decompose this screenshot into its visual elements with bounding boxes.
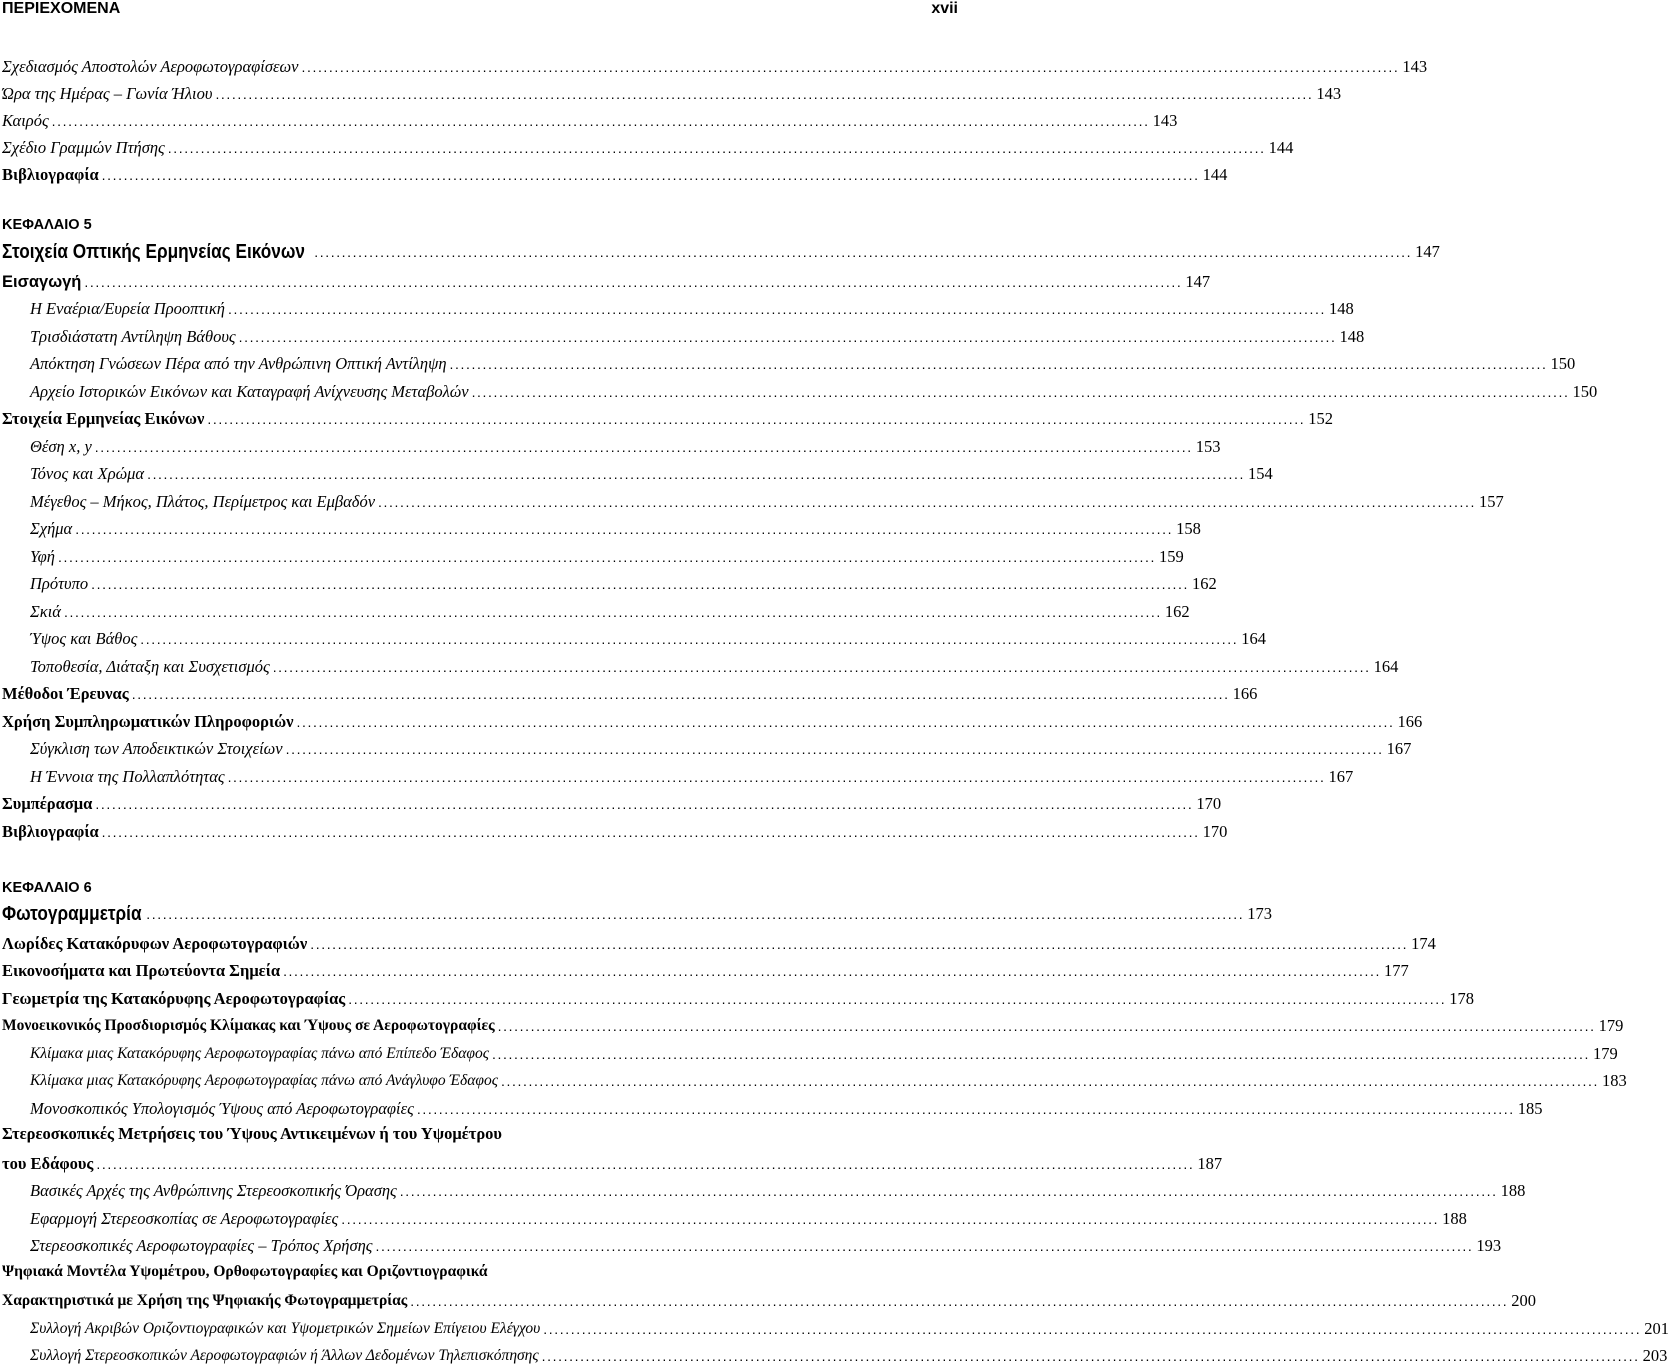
toc-entry-title: Λωρίδες Κατακόρυφων Αεροφωτογραφιών	[2, 934, 308, 953]
leader-dots: ........................................................................................................................................................................................................	[501, 1073, 1599, 1089]
toc-entry[interactable]	[30, 1096, 1543, 1120]
page-number-roman: xvii	[931, 0, 958, 17]
toc-entry-title: Κλίμακα μιας Κατακόρυφης Αεροφωτογραφίας πάνω από Ανάγλυφο Έδαφος	[30, 1072, 498, 1089]
toc-entry[interactable]	[2, 986, 1474, 1010]
toc-entry-title: Ύψος και Βάθος	[30, 629, 138, 648]
toc-entry[interactable]	[2, 269, 1211, 293]
toc-entry[interactable]	[2, 1151, 1223, 1175]
toc-page-number: 143	[1402, 57, 1428, 76]
toc-entry-title: Τοποθεσία, Διάταξη και Συσχετισμός	[30, 657, 270, 676]
toc-entry-title-line1: Στερεοσκοπικές Μετρήσεις του Ύψους Αντικειμένων ή του Υψομέτρου	[2, 1124, 502, 1143]
toc-page-number: 148	[1328, 299, 1354, 318]
leader-dots: ........................................................................................................................................................................................................	[215, 86, 1314, 102]
toc-page-number: 170	[1202, 822, 1228, 841]
leader-dots: ........................................................................................................................................................................................................	[207, 411, 1306, 427]
toc-entry-title: Γεωμετρία της Κατακόρυφης Αεροφωτογραφίας	[2, 989, 346, 1008]
toc-entry-title: Εισαγωγή	[2, 273, 82, 291]
toc-page-number: 157	[1478, 492, 1504, 511]
toc-page-number: 177	[1384, 961, 1409, 980]
toc-entry-title-line1: Ψηφιακά Μοντέλα Υψομέτρου, Ορθοφωτογραφίες και Οριζοντιογραφικά	[2, 1263, 488, 1280]
leader-dots: ........................................................................................................................................................................................................	[91, 576, 1190, 592]
leader-dots: ........................................................................................................................................................................................................	[75, 521, 1174, 537]
toc-entry-title: Εικονοσήματα και Πρωτεύοντα Σημεία	[2, 961, 281, 980]
toc-entry[interactable]	[30, 1068, 1627, 1092]
toc-entry[interactable]	[2, 135, 1294, 159]
leader-dots: ........................................................................................................................................................................................................	[410, 1293, 1509, 1309]
leader-dots: ........................................................................................................................................................................................................	[416, 1101, 1515, 1117]
toc-entry[interactable]	[2, 108, 1178, 132]
toc-page-number: 178	[1449, 989, 1474, 1008]
toc-entry[interactable]	[30, 379, 1598, 403]
toc-entry-title: Μονοεικονικός Προσδιορισμός Κλίμακας και Ύψους σε Αεροφωτογραφίες	[2, 1017, 495, 1034]
section-title: ΠΕΡΙΕΧΟΜΕΝΑ	[2, 0, 121, 17]
toc-entry-title: Πρότυπο	[30, 574, 89, 593]
toc-page-number: 187	[1197, 1154, 1223, 1173]
leader-dots: ........................................................................................................................................................................................................	[94, 439, 1193, 455]
toc-entry[interactable]	[2, 681, 1258, 705]
leader-dots: ........................................................................................................................................................................................................	[95, 796, 1194, 812]
leader-dots: ........................................................................................................................................................................................................	[146, 906, 1245, 922]
leader-dots: ........................................................................................................................................................................................................	[147, 466, 1246, 482]
toc-entry-title: Ώρα της Ημέρας – Γωνία Ήλιου	[2, 84, 213, 103]
toc-entry[interactable]	[30, 1206, 1467, 1230]
toc-entry-title: Βασικές Αρχές της Ανθρώπινης Στερεοσκοπικής Όρασης	[30, 1181, 397, 1200]
leader-dots: ........................................................................................................................................................................................................	[543, 1321, 1642, 1337]
toc-page-number: 188	[1500, 1181, 1526, 1200]
leader-dots: ........................................................................................................................................................................................................	[378, 494, 1476, 510]
toc-entry[interactable]	[30, 571, 1217, 595]
leader-dots: ........................................................................................................................................................................................................	[497, 1018, 1596, 1034]
toc-entry-title: Σχήμα	[30, 519, 73, 538]
toc-entry-title: Τόνος και Χρώμα	[30, 464, 145, 483]
toc-page-number: 164	[1373, 657, 1399, 676]
toc-entry-title: Εφαρμογή Στερεοσκοπίας σε Αεροφωτογραφίες	[30, 1209, 339, 1228]
chapter-title: Στοιχεία Οπτικής Ερμηνείας Εικόνων	[2, 241, 305, 263]
toc-entry[interactable]	[2, 1013, 1624, 1037]
toc-entry[interactable]	[30, 764, 1354, 788]
toc-page-number: 144	[1268, 138, 1294, 157]
toc-entry[interactable]	[30, 1316, 1669, 1340]
toc-page-number: 167	[1386, 739, 1412, 758]
toc-page-number: 147	[1185, 272, 1211, 291]
toc-page-number: 144	[1202, 165, 1228, 184]
toc-page-number: 179	[1598, 1016, 1624, 1035]
leader-dots: ........................................................................................................................................................................................................	[140, 631, 1239, 647]
toc-page-number: 200	[1511, 1291, 1536, 1310]
toc-page-number: 158	[1176, 519, 1201, 538]
toc-entry-title: Απόκτηση Γνώσεων Πέρα από την Ανθρώπινη Οπτική Αντίληψη	[30, 354, 447, 373]
leader-dots: ........................................................................................................................................................................................................	[227, 769, 1326, 785]
toc-page-number: 183	[1601, 1071, 1627, 1090]
leader-dots: ........................................................................................................................................................................................................	[167, 140, 1266, 156]
leader-dots: ........................................................................................................................................................................................................	[310, 936, 1409, 952]
toc-entry[interactable]	[30, 1343, 1668, 1367]
leader-dots: ........................................................................................................................................................................................................	[341, 1211, 1440, 1227]
toc-entry-title: Βιβλιογραφία	[2, 165, 99, 184]
leader-dots: ........................................................................................................................................................................................................	[101, 824, 1200, 840]
toc-entry-title: Θέση x, y	[30, 437, 92, 456]
toc-page-number: 147	[1415, 242, 1440, 261]
leader-dots: ........................................................................................................................................................................................................	[301, 59, 1400, 75]
leader-dots: ........................................................................................................................................................................................................	[272, 659, 1371, 675]
chapter-title: Φωτογραμμετρία	[2, 903, 142, 925]
toc-page-number: 159	[1158, 547, 1184, 566]
chapter-label: ΚΕΦΑΛΑΙΟ 6	[2, 880, 92, 896]
toc-entry-title: Χαρακτηριστικά με Χρήση της Ψηφιακής Φωτογραμμετρίας	[2, 1292, 408, 1309]
toc-page-number: 174	[1411, 934, 1436, 953]
leader-dots: ........................................................................................................................................................................................................	[84, 274, 1183, 290]
toc-page-number: 148	[1339, 327, 1365, 346]
toc-entry-title: Συλλογή Ακριβών Οριζοντιογραφικών και Υψομετρικών Σημείων Επίγειου Ελέγχου	[30, 1320, 541, 1337]
toc-entry-title: Μέθοδοι Έρευνας	[2, 684, 129, 703]
leader-dots: ........................................................................................................................................................................................................	[541, 1348, 1640, 1364]
toc-entry-title: Σχεδιασμός Αποστολών Αεροφωτογραφίσεων	[2, 57, 299, 76]
toc-entry[interactable]	[30, 434, 1221, 458]
toc-entry-title: Αρχείο Ιστορικών Εικόνων και Καταγραφή Ανίχνευσης Μεταβολών	[30, 382, 469, 401]
toc-entry-title: Συλλογή Στερεοσκοπικών Αεροφωτογραφιών ή Άλλων Δεδομένων Τηλεπισκόπησης	[30, 1347, 539, 1364]
toc-page-number: 203	[1642, 1346, 1668, 1365]
leader-dots: ........................................................................................................................................................................................................	[375, 1238, 1474, 1254]
toc-page-number: 143	[1152, 111, 1178, 130]
leader-dots: ........................................................................................................................................................................................................	[399, 1183, 1498, 1199]
toc-entry-title: Η Εναέρια/Ευρεία Προοπτική	[30, 299, 225, 318]
toc-entry-title: Σχέδιο Γραμμών Πτήσης	[2, 138, 165, 157]
toc-entry[interactable]	[30, 516, 1201, 540]
toc-entry[interactable]	[2, 819, 1228, 843]
toc-entry[interactable]	[30, 1233, 1502, 1257]
toc-entry[interactable]	[30, 324, 1365, 348]
toc-entry-title: Σύγκλιση των Αποδεικτικών Στοιχείων	[30, 739, 283, 758]
toc-entry[interactable]	[2, 1288, 1536, 1312]
toc-entry-title: Βιβλιογραφία	[2, 822, 99, 841]
toc-entry[interactable]	[30, 544, 1184, 568]
leader-dots: ........................................................................................................................................................................................................	[285, 741, 1384, 757]
toc-page-number: 154	[1248, 464, 1273, 483]
toc-entry-title: Σκιά	[30, 602, 61, 621]
toc-entry-title: Καιρός	[2, 111, 49, 130]
toc-entry[interactable]	[2, 406, 1334, 430]
leader-dots: ........................................................................................................................................................................................................	[63, 604, 1162, 620]
toc-entry-title: Στοιχεία Ερμηνείας Εικόνων	[2, 409, 205, 428]
toc-entry[interactable]	[30, 351, 1576, 375]
chapter-title-entry[interactable]	[2, 239, 1440, 263]
toc-page-number: 150	[1550, 354, 1576, 373]
chapter-label: ΚΕΦΑΛΑΙΟ 5	[2, 217, 92, 233]
toc-page-number: 185	[1517, 1099, 1543, 1118]
toc-entry-title: Η Έννοια της Πολλαπλότητας	[30, 767, 225, 786]
toc-page-number: 162	[1164, 602, 1190, 621]
toc-entry[interactable]	[2, 931, 1436, 955]
leader-dots: ........................................................................................................................................................................................................	[96, 1156, 1195, 1172]
leader-dots: ........................................................................................................................................................................................................	[449, 356, 1548, 372]
toc-page-number: 153	[1195, 437, 1221, 456]
toc-entry[interactable]	[30, 461, 1273, 485]
toc-entry[interactable]	[30, 736, 1412, 760]
toc-entry[interactable]	[2, 791, 1222, 815]
toc-page-number: 150	[1572, 382, 1598, 401]
toc-page-number: 188	[1442, 1209, 1467, 1228]
leader-dots: ........................................................................................................................................................................................................	[228, 301, 1326, 317]
toc-page-number: 143	[1316, 84, 1342, 103]
leader-dots: ........................................................................................................................................................................................................	[238, 329, 1337, 345]
leader-dots: ........................................................................................................................................................................................................	[58, 549, 1156, 565]
toc-entry-title: Χρήση Συμπληρωματικών Πληροφοριών	[2, 712, 294, 731]
toc-entry[interactable]	[30, 626, 1266, 650]
toc-page-number: 152	[1308, 409, 1334, 428]
leader-dots: ........................................................................................................................................................................................................	[283, 963, 1381, 979]
toc-page-number: 164	[1241, 629, 1266, 648]
leader-dots: ........................................................................................................................................................................................................	[131, 686, 1230, 702]
leader-dots: ........................................................................................................................................................................................................	[51, 113, 1150, 129]
toc-page-number: 179	[1592, 1044, 1618, 1063]
toc-entry-title: Μέγεθος – Μήκος, Πλάτος, Περίμετρος και Εμβαδόν	[30, 492, 376, 511]
toc-entry-title: Τρισδιάστατη Αντίληψη Βάθους	[30, 327, 236, 346]
leader-dots: ........................................................................................................................................................................................................	[314, 244, 1413, 260]
toc-page-number: 166	[1232, 684, 1258, 703]
toc-page-number: 193	[1476, 1236, 1502, 1255]
toc-entry-title: Υφή	[30, 547, 55, 566]
toc-entry[interactable]	[2, 709, 1423, 733]
toc-entry-title: Στερεοσκοπικές Αεροφωτογραφίες – Τρόπος Χρήσης	[30, 1236, 373, 1255]
chapter-title-entry[interactable]	[2, 901, 1272, 925]
toc-page-number: 166	[1397, 712, 1423, 731]
leader-dots: ........................................................................................................................................................................................................	[471, 384, 1570, 400]
toc-page-number: 167	[1328, 767, 1354, 786]
leader-dots: ........................................................................................................................................................................................................	[348, 991, 1447, 1007]
toc-page-number: 201	[1644, 1319, 1669, 1338]
leader-dots: ........................................................................................................................................................................................................	[101, 167, 1200, 183]
toc-entry[interactable]	[30, 489, 1504, 513]
toc-entry[interactable]	[30, 296, 1354, 320]
leader-dots: ........................................................................................................................................................................................................	[296, 714, 1395, 730]
toc-page-number: 170	[1196, 794, 1222, 813]
toc-page-number: 162	[1192, 574, 1217, 593]
toc-entry[interactable]	[2, 81, 1342, 105]
toc-entry-title: του Εδάφους	[2, 1154, 94, 1173]
toc-entry-title: Μονοσκοπικός Υπολογισμός Ύψους από Αεροφωτογραφίες	[30, 1099, 414, 1118]
toc-entry-title: Κλίμακα μιας Κατακόρυφης Αεροφωτογραφίας πάνω από Επίπεδο Έδαφος	[30, 1045, 490, 1062]
toc-entry[interactable]	[2, 162, 1228, 186]
toc-entry-title: Συμπέρασμα	[2, 794, 93, 813]
toc-page-number: 173	[1247, 904, 1272, 923]
toc-entry[interactable]	[2, 54, 1428, 78]
running-head	[2, 0, 958, 20]
toc-entry[interactable]	[30, 654, 1399, 678]
toc-entry[interactable]	[30, 1041, 1618, 1065]
toc-entry[interactable]	[30, 599, 1190, 623]
leader-dots: ........................................................................................................................................................................................................	[492, 1046, 1590, 1062]
toc-entry[interactable]	[30, 1178, 1526, 1202]
toc-entry[interactable]	[2, 958, 1409, 982]
